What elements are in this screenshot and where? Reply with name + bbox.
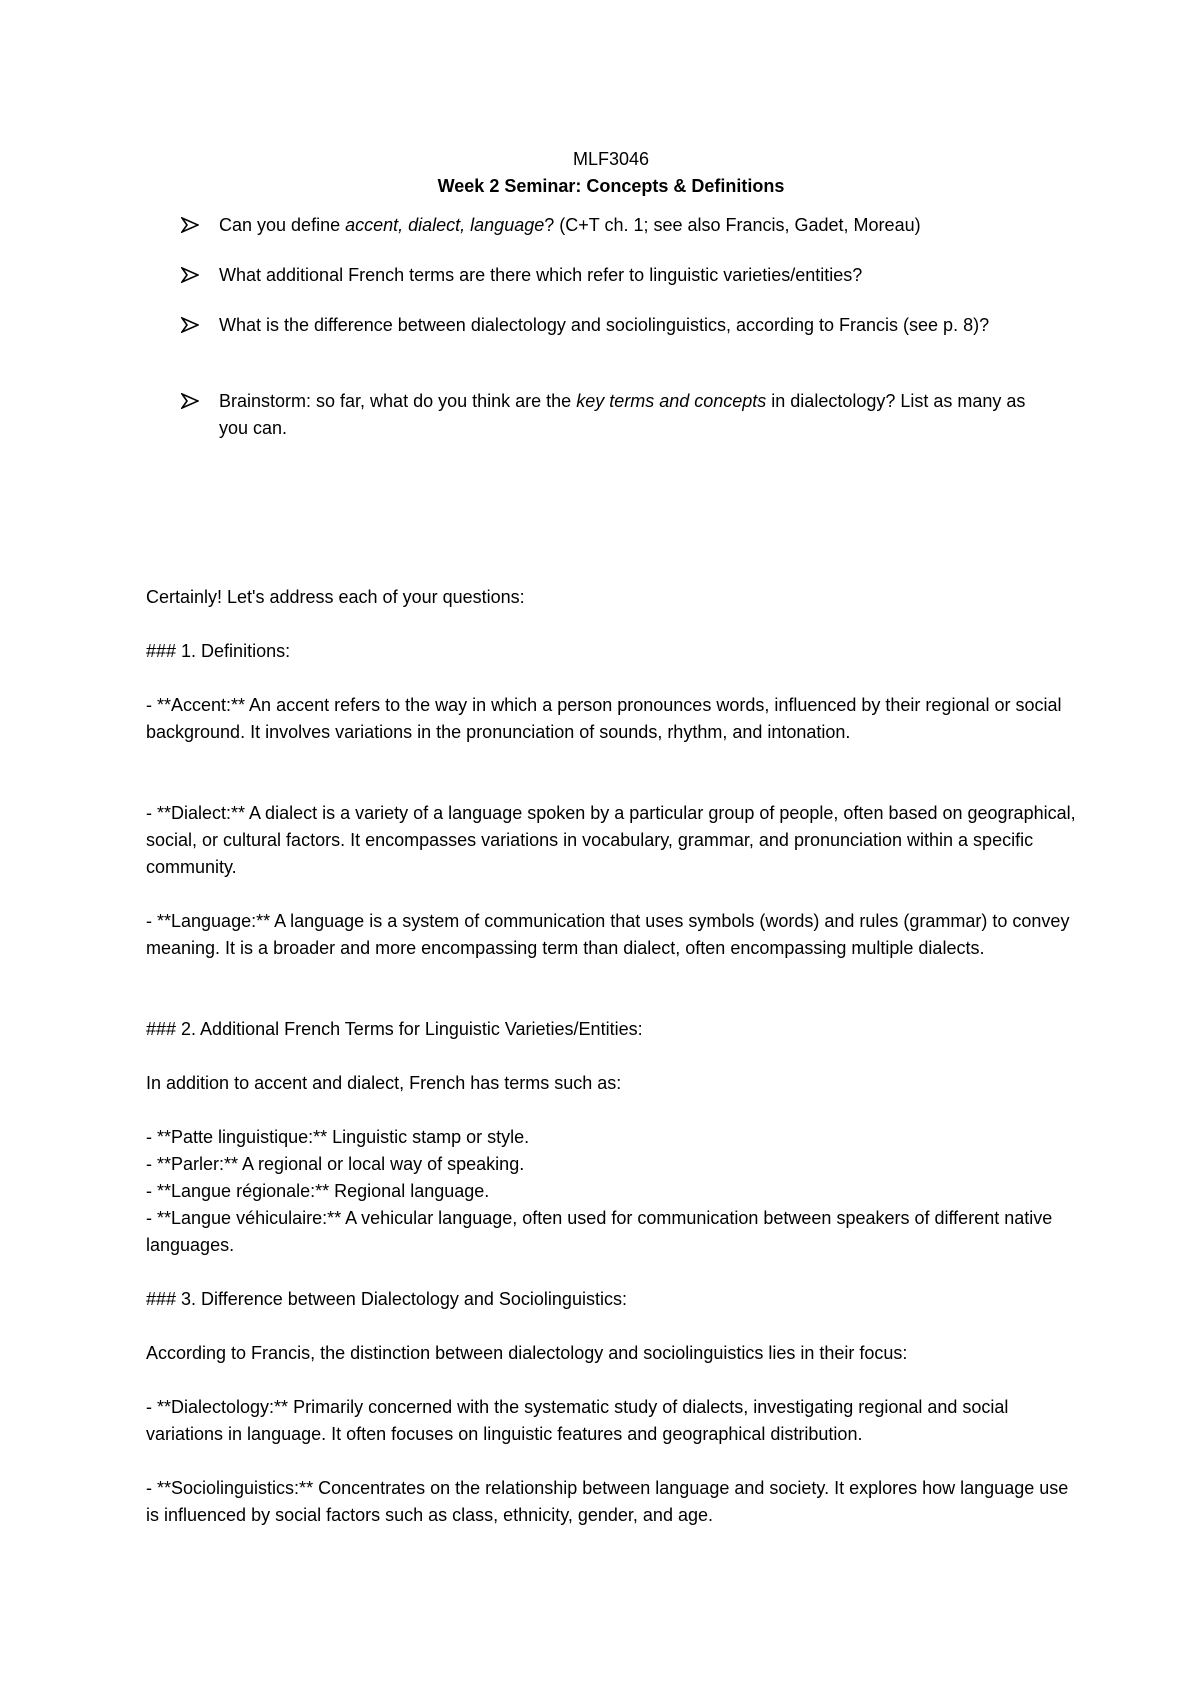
question-text xyxy=(219,388,1059,442)
difference-intro: According to Francis, the distinction between dialectology and sociolinguistics lies in their focus: xyxy=(146,1343,908,1363)
question-text-part: ? (C+T ch. 1; see also Francis, Gadet, Moreau) xyxy=(544,215,921,235)
french-terms-intro: In addition to accent and dialect, French has terms such as: xyxy=(146,1073,622,1093)
section-heading: ### 2. Additional French Terms for Linguistic Varieties/Entities: xyxy=(146,1019,643,1039)
definition-language: - **Language:** A language is a system of communication that uses symbols (words) and rules (grammar) to convey meaning. It is a broader and more encompassing term than dialect, often encompassing multiple dialects. xyxy=(146,911,1070,958)
question-item xyxy=(146,262,1076,289)
question-text-part: in dialectology? List as many as you can. xyxy=(219,391,1026,438)
arrow-bullet-icon xyxy=(181,217,199,233)
arrow-bullet-icon xyxy=(181,317,199,333)
question-italic-terms: accent, dialect, language xyxy=(345,215,545,235)
section-heading: ### 3. Difference between Dialectology and Sociolinguistics: xyxy=(146,1289,627,1309)
definition-sociolinguistics: - **Sociolinguistics:** Concentrates on the relationship between language and society. It explores how language use is influenced by social factors such as class, ethnicity, gender, and age. xyxy=(146,1478,1069,1525)
french-term-item: - **Langue véhiculaire:** A vehicular language, often used for communication between speakers of different native languages. xyxy=(146,1208,1053,1255)
question-item xyxy=(146,212,1076,239)
question-text-part: Can you define xyxy=(219,215,346,235)
question-item xyxy=(146,388,1076,442)
course-code: MLF3046 xyxy=(572,149,650,169)
response-intro: Certainly! Let's address each of your questions: xyxy=(146,587,525,607)
question-text: What is the difference between dialectology and sociolinguistics, according to Francis (see p. 8)? xyxy=(219,315,990,335)
document-title: Week 2 Seminar: Concepts & Definitions xyxy=(437,176,785,196)
french-term-item: - **Patte linguistique:** Linguistic stamp or style. xyxy=(146,1127,530,1147)
french-term-item: - **Langue régionale:** Regional language. xyxy=(146,1181,490,1201)
french-term-item: - **Parler:** A regional or local way of speaking. xyxy=(146,1154,525,1174)
question-text xyxy=(219,212,1059,239)
question-text: What additional French terms are there which refer to linguistic varieties/entities? xyxy=(219,265,863,285)
question-item xyxy=(146,312,1076,339)
arrow-bullet-icon xyxy=(181,393,199,409)
definition-accent: - **Accent:** An accent refers to the way in which a person pronounces words, influenced by their regional or social background. It involves variations in the pronunciation of sounds, rhythm, and intonation. xyxy=(146,695,1062,742)
arrow-bullet-icon xyxy=(181,267,199,283)
definition-dialectology: - **Dialectology:** Primarily concerned with the systematic study of dialects, investigating regional and social variations in language. It often focuses on linguistic features and geographical distribution. xyxy=(146,1397,1009,1444)
question-text-part: Brainstorm: so far, what do you think are the xyxy=(219,391,577,411)
question-italic-terms: key terms and concepts xyxy=(576,391,767,411)
section-heading: ### 1. Definitions: xyxy=(146,641,291,661)
definition-dialect: - **Dialect:** A dialect is a variety of a language spoken by a particular group of people, often based on geographical, social, or cultural factors. It encompasses variations in vocabulary, grammar, and pronunciation within a specific community. xyxy=(146,803,1076,877)
